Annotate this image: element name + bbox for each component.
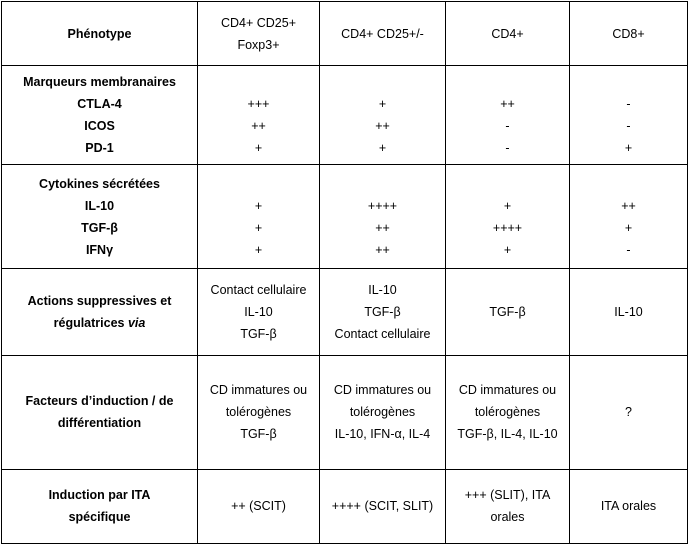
row-label-cytokines: Cytokines sécrétées IL-10 TGF-β IFNγ <box>2 165 198 269</box>
table-cell: - - + <box>570 66 688 165</box>
table-row-marqueurs <box>2 66 688 165</box>
header-row <box>2 2 688 66</box>
table-cell: IL-10 <box>570 269 688 355</box>
table-cell: +++ ++ + <box>198 66 320 165</box>
table-cell: CD immatures ou tolérogènes TGF-β <box>198 355 320 469</box>
header-cd8: CD8+ <box>570 2 688 66</box>
table-cell: ++++ (SCIT, SLIT) <box>320 469 446 543</box>
table-cell: ? <box>570 355 688 469</box>
table-row-facteurs <box>2 355 688 469</box>
table-cell: + ++ + <box>320 66 446 165</box>
table-cell: CD immatures ou tolérogènes IL-10, IFN-α, IL-4 <box>320 355 446 469</box>
row-label-facteurs: Facteurs d’induction / de différentiation <box>2 355 198 469</box>
row-label-induction: Induction par ITA spécifique <box>2 469 198 543</box>
phenotype-table <box>1 1 688 544</box>
table-cell: ++ + - <box>570 165 688 269</box>
table-cell: ++ (SCIT) <box>198 469 320 543</box>
header-phenotype: Phénotype <box>2 2 198 66</box>
table-cell: ITA orales <box>570 469 688 543</box>
row-label-marqueurs: Marqueurs membranaires CTLA-4 ICOS PD-1 <box>2 66 198 165</box>
table-cell: CD immatures ou tolérogènes TGF-β, IL-4, IL-10 <box>446 355 570 469</box>
table-row-induction <box>2 469 688 543</box>
table-cell: + + + <box>198 165 320 269</box>
table-cell: ++ - - <box>446 66 570 165</box>
header-cd4-cd25-pm: CD4+ CD25+/- <box>320 2 446 66</box>
row-label-actions: Actions suppressives et régulatrices via <box>2 269 198 355</box>
table-cell: +++ (SLIT), ITA orales <box>446 469 570 543</box>
table-cell: TGF-β <box>446 269 570 355</box>
table-cell: Contact cellulaire IL-10 TGF-β <box>198 269 320 355</box>
header-cd4: CD4+ <box>446 2 570 66</box>
table-cell: IL-10 TGF-β Contact cellulaire <box>320 269 446 355</box>
table-cell: + ++++ + <box>446 165 570 269</box>
header-cd4-cd25-foxp3: CD4+ CD25+ Foxp3+ <box>198 2 320 66</box>
table-row-cytokines <box>2 165 688 269</box>
table-cell: ++++ ++ ++ <box>320 165 446 269</box>
table-row-actions <box>2 269 688 355</box>
